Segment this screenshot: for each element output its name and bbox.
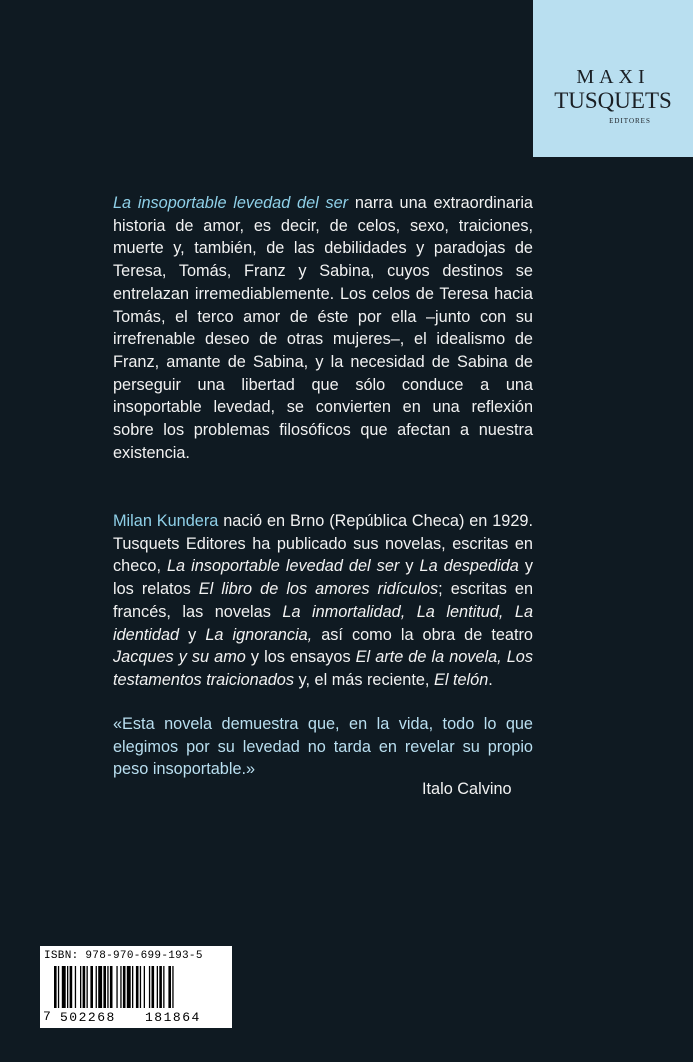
- logo-series: MAXI: [576, 66, 650, 88]
- bio-work: La despedida: [419, 557, 519, 576]
- barcode-bar: [62, 966, 66, 1008]
- barcode-group-1: 502268: [60, 1010, 116, 1025]
- logo-sub: EDITORES: [609, 117, 651, 125]
- publisher-logo: [533, 0, 693, 157]
- barcode-bar: [157, 966, 158, 1008]
- synopsis-text: narra una extraordinaria historia de amor, es decir, de celos, sexo, traiciones, muerte y, también, de las debilidades y paradojas de Teresa, Tomás, Franz y Sabina, cuyos destinos se entrelazan irremediablemente. Los celos de Teresa hacia Tomás, el terco amor de éste por ella –junto con su irrefrenable deseo de otras mujeres–, el idealismo de Franz, amante de Sabina, y la necesidad de Sabina de perseguir una libertad que sólo conduce a una insoportable levedad, se convierten en una reflexión sobre los problemas filosóficos que afectan a nuestra existencia.: [113, 194, 533, 462]
- barcode-bar: [75, 966, 76, 1008]
- barcode-bar: [123, 966, 126, 1008]
- barcode-bar: [149, 966, 150, 1008]
- barcode-bar: [58, 966, 59, 1008]
- bio-work: Jacques y su amo: [113, 648, 246, 667]
- barcode-group-2: 181864: [145, 1010, 201, 1025]
- barcode-bar: [163, 966, 164, 1008]
- bio-text: así como la obra de teatro: [312, 625, 533, 644]
- bio-work: El arte de la novela, Los testamentos traicionados: [113, 648, 533, 689]
- barcode-bar: [96, 966, 97, 1008]
- barcode-bar: [140, 966, 141, 1008]
- barcode-bar: [110, 966, 113, 1008]
- bio-work: La ignorancia,: [205, 625, 313, 644]
- bio-work: La insoportable levedad del ser: [167, 557, 400, 576]
- barcode-bar: [107, 966, 108, 1008]
- logo-name: TUSQUETS: [554, 88, 672, 113]
- barcode-bar: [120, 966, 121, 1008]
- quote-author: Italo Calvino: [422, 780, 512, 798]
- barcode-bar: [172, 966, 173, 1008]
- barcode-bar: [144, 966, 145, 1008]
- barcode-bar: [90, 966, 93, 1008]
- quote-text: «Esta novela demuestra que, en la vida, todo lo que elegimos por su levedad no tarda en revelar su propio peso insoportable.»: [113, 715, 533, 779]
- barcode-bar: [87, 966, 88, 1008]
- barcode-bar: [80, 966, 81, 1008]
- barcode-first-digit: 7: [43, 1009, 51, 1024]
- bio-text: y, el más reciente,: [294, 670, 434, 689]
- bio-paragraph: [113, 510, 533, 692]
- isbn-label: ISBN: 978-970-699-193-5: [44, 950, 203, 962]
- barcode-bar: [70, 966, 73, 1008]
- synopsis-book-title: La insoportable levedad del ser: [113, 194, 349, 212]
- bio-text: .: [488, 670, 493, 689]
- barcode-bar: [116, 966, 117, 1008]
- bio-work: El libro de los amores ridículos: [198, 580, 439, 599]
- quote-block: [113, 713, 533, 781]
- bio-work: El telón: [433, 670, 489, 689]
- barcode-bar: [127, 966, 131, 1008]
- barcode-bar: [159, 966, 162, 1008]
- barcode-bar: [98, 966, 102, 1008]
- barcode-bar: [168, 966, 171, 1008]
- barcode-bar: [132, 966, 133, 1008]
- synopsis-paragraph: [113, 192, 533, 464]
- barcode-bar: [83, 966, 86, 1008]
- barcode-bar: [67, 966, 68, 1008]
- bio-author: Milan Kundera: [113, 512, 219, 530]
- barcode-bar: [136, 966, 139, 1008]
- bio-text: y los relatos: [113, 557, 533, 599]
- barcode-bar: [103, 966, 106, 1008]
- barcode-bar: [152, 966, 155, 1008]
- bio-text: ; escritas en francés, las novelas: [113, 580, 533, 621]
- bio-text: nació en Brno (República Checa) en 1929. Tusquets Editores ha publicado sus novelas, escritas en checo,: [113, 512, 533, 576]
- barcode: [40, 946, 232, 1028]
- bio-work: La inmortalidad, La lentitud, La identidad: [113, 602, 533, 644]
- bio-text: y: [179, 625, 206, 644]
- bio-text: y los ensayos: [245, 648, 356, 667]
- barcode-bar: [54, 966, 57, 1008]
- bio-text: y: [399, 557, 420, 576]
